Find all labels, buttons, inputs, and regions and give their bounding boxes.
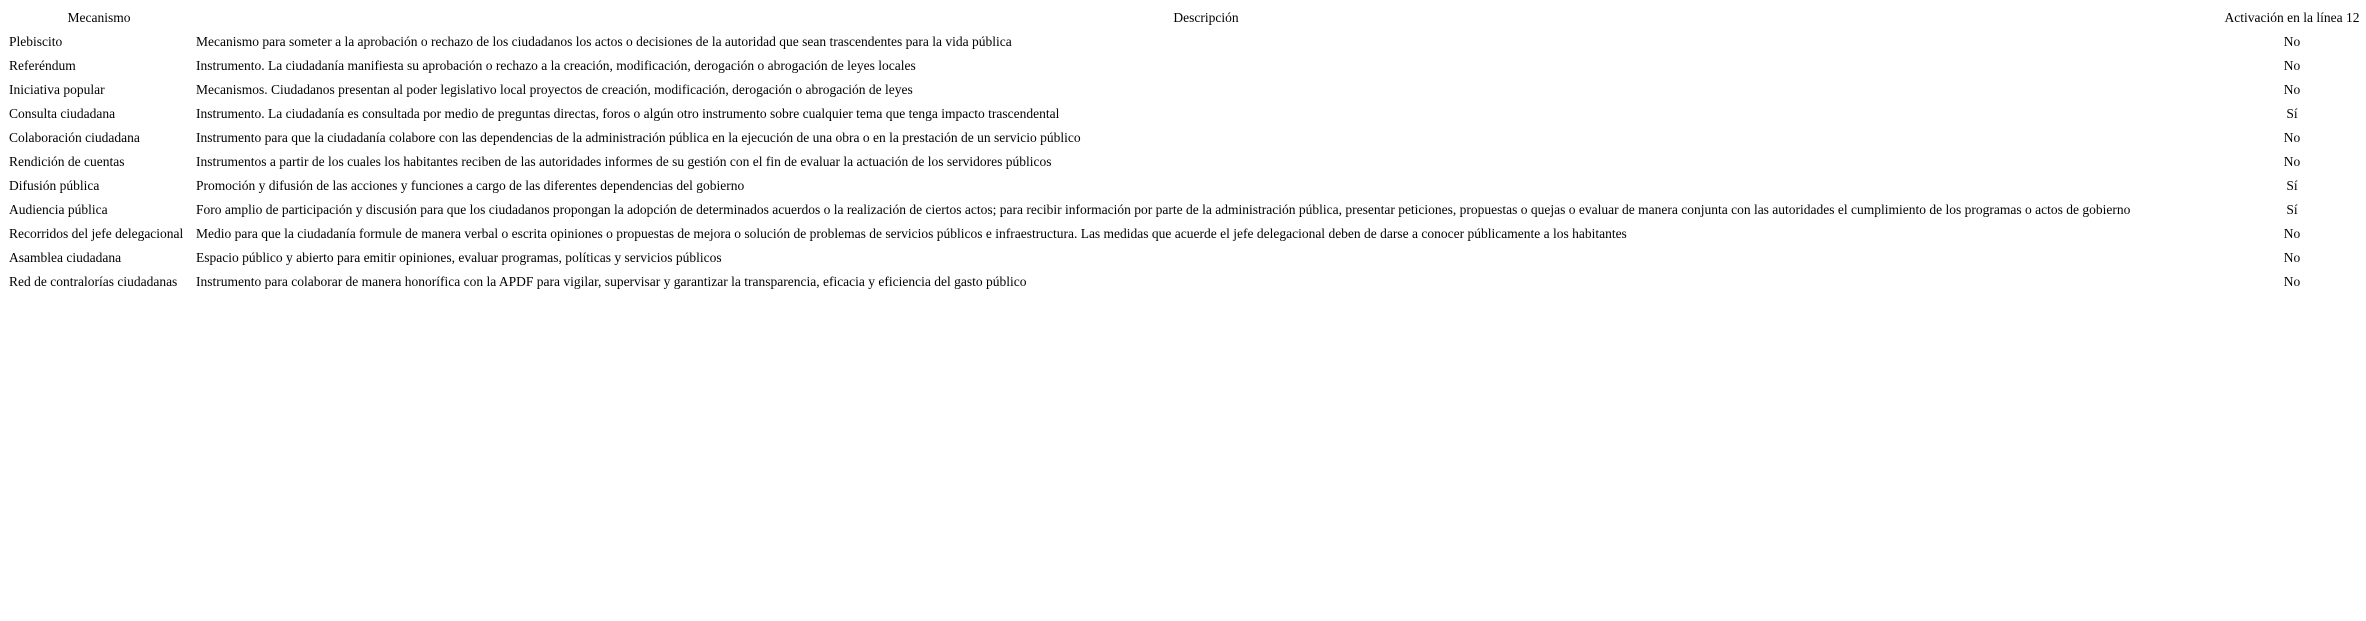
description-cell: Instrumento. La ciudadanía es consultada por medio de preguntas directas, foros o algún otro instrumento sobre cualquier tema que tenga impacto trascendental — [196, 105, 1060, 121]
description-cell: Espacio público y abierto para emitir opiniones, evaluar programas, políticas y servicios públicos — [196, 249, 722, 265]
mechanism-cell: Difusión pública — [9, 177, 100, 193]
description-cell: Promoción y difusión de las acciones y funciones a cargo de las diferentes dependencias del gobierno — [196, 177, 745, 193]
table-row — [7, 223, 2363, 244]
table-row — [7, 103, 2363, 124]
header-mechanism: Mecanismo — [67, 9, 131, 25]
table-row — [7, 151, 2363, 172]
table-header — [7, 7, 2363, 28]
activation-cell: No — [2283, 129, 2301, 145]
mechanism-cell: Rendición de cuentas — [9, 153, 125, 169]
mechanism-cell: Iniciativa popular — [9, 81, 105, 97]
activation-cell: No — [2283, 57, 2301, 73]
mechanism-cell: Recorridos del jefe delegacional — [9, 225, 184, 241]
activation-cell: Sí — [2286, 201, 2298, 217]
activation-cell: No — [2283, 225, 2301, 241]
table-row — [7, 79, 2363, 100]
table-row — [7, 31, 2363, 52]
activation-cell: Sí — [2286, 105, 2298, 121]
description-cell: Foro amplio de participación y discusión para que los ciudadanos propongan la adopción de determinados acuerdos o la realización de ciertos actos; para recibir información por parte de la administración pública, presentar peticiones, propuestas o quejas o evaluar de manera conjunta con las autoridades el cumplimiento de los programas o actos de gobierno — [196, 201, 2131, 217]
mechanisms-table — [4, 4, 2366, 295]
table-row — [7, 199, 2363, 220]
activation-cell: No — [2283, 33, 2301, 49]
activation-cell: No — [2283, 153, 2301, 169]
description-cell: Mecanismos. Ciudadanos presentan al poder legislativo local proyectos de creación, modificación, derogación o abrogación de leyes — [196, 81, 913, 97]
description-cell: Instrumento para colaborar de manera honorífica con la APDF para vigilar, supervisar y garantizar la transparencia, eficacia y eficiencia del gasto público — [196, 273, 1027, 289]
mechanism-cell: Asamblea ciudadana — [9, 249, 122, 265]
description-cell: Medio para que la ciudadanía formule de manera verbal o escrita opiniones o propuestas de mejora o solución de problemas de servicios públicos e infraestructura. Las medidas que acuerde el jefe delegacional deben de darse a conocer públicamente a los habitantes — [196, 225, 1627, 241]
table-row — [7, 127, 2363, 148]
mechanism-cell: Audiencia pública — [9, 201, 108, 217]
mechanism-cell: Consulta ciudadana — [9, 105, 116, 121]
description-cell: Instrumento para que la ciudadanía colabore con las dependencias de la administración pública en la ejecución de una obra o en la prestación de un servicio público — [196, 129, 1081, 145]
activation-cell: No — [2283, 249, 2301, 265]
header-description: Descripción — [1173, 9, 1239, 25]
description-cell: Mecanismo para someter a la aprobación o rechazo de los ciudadanos los actos o decisiones de la autoridad que sean trascendentes para la vida pública — [196, 33, 1012, 49]
header-row — [7, 7, 2363, 28]
table-row — [7, 175, 2363, 196]
table-body — [7, 31, 2363, 292]
table-row — [7, 271, 2363, 292]
activation-cell: No — [2283, 273, 2301, 289]
table-row — [7, 55, 2363, 76]
activation-cell: Sí — [2286, 177, 2298, 193]
description-cell: Instrumentos a partir de los cuales los habitantes reciben de las autoridades informes de su gestión con el fin de evaluar la actuación de los servidores públicos — [196, 153, 1052, 169]
mechanism-cell: Plebiscito — [9, 33, 63, 49]
description-cell: Instrumento. La ciudadanía manifiesta su aprobación o rechazo a la creación, modificación, derogación o abrogación de leyes locales — [196, 57, 916, 73]
mechanism-cell: Colaboración ciudadana — [9, 129, 140, 145]
mechanism-cell: Red de contralorías ciudadanas — [9, 273, 178, 289]
table-row — [7, 247, 2363, 268]
activation-cell: No — [2283, 81, 2301, 97]
header-activation: Activación en la línea 12 — [2224, 9, 2360, 25]
mechanism-cell: Referéndum — [9, 57, 76, 73]
